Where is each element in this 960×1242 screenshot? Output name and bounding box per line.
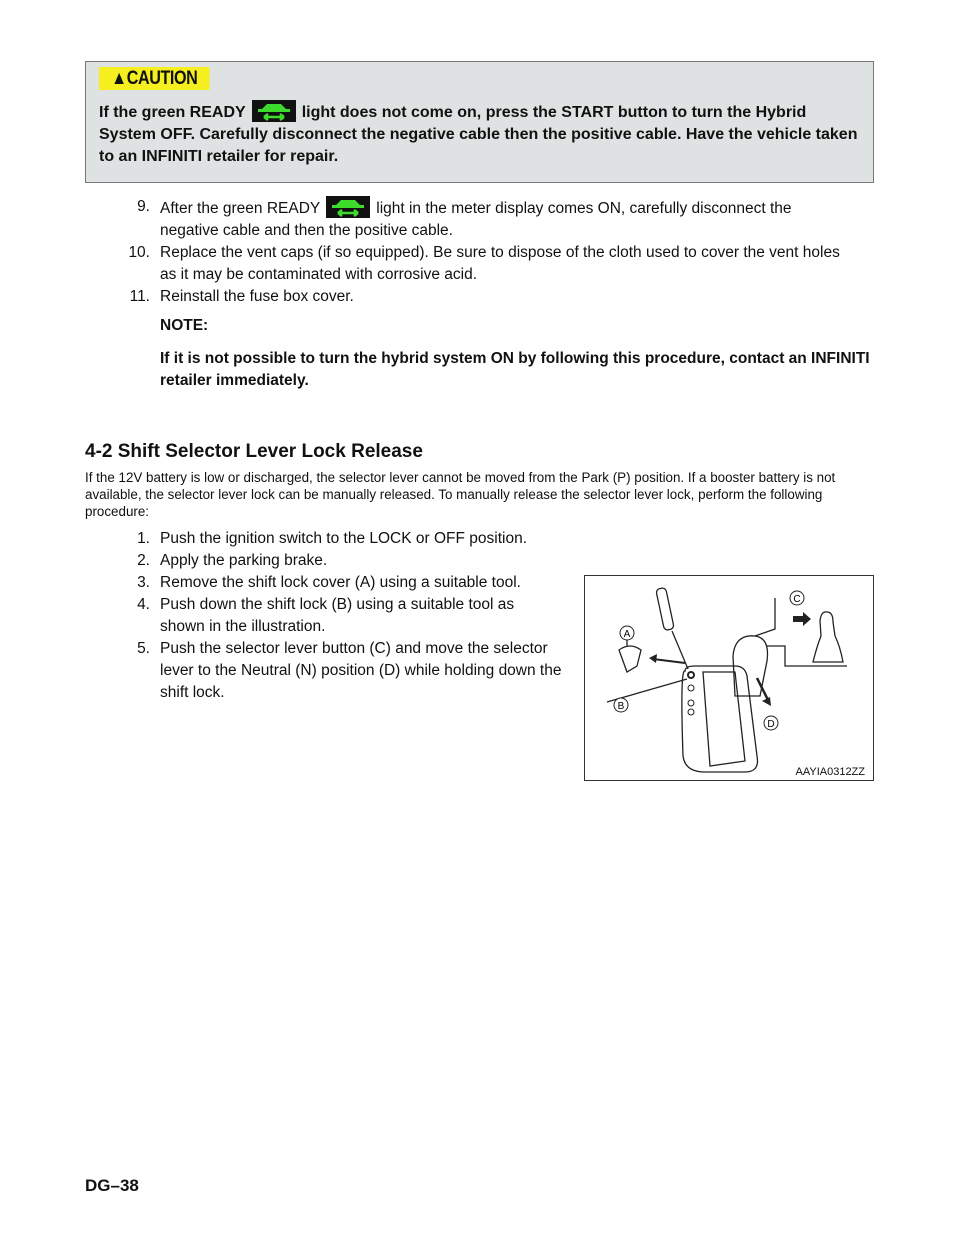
step-text: Push down the shift lock (B) using a suitable tool as shown in the illustration. [160,596,515,635]
note-text: If it is not possible to turn the hybrid system ON by following this procedure, contact an INFINITI retailer immediately. [160,350,870,389]
section-intro: If the 12V battery is low or discharged, the selector lever cannot be moved from the Park (P) position. If a booster battery is not available, the selector lever lock can be manually released. To manually release the selector lever lock, perform the following procedure: [85,470,836,519]
step-item [110,196,850,242]
steps-list-b [110,528,580,704]
step-number: 11. [129,288,150,305]
step-text: Remove the shift lock cover (A) using a suitable tool. [160,574,521,591]
step-item [110,528,580,550]
section-heading: 4-2 Shift Selector Lever Lock Release [85,441,423,462]
step-item [110,242,850,286]
step-text: After the green READY [160,200,321,217]
caution-text [99,100,859,168]
step-number: 1. [137,530,150,547]
step-text: Apply the parking brake. [160,552,328,569]
caution-label [99,67,210,90]
caution-label-text: CAUTION [126,68,198,89]
step-text: Push the ignition switch to the LOCK or OFF position. [160,530,528,547]
step-number: 2. [137,552,150,569]
callout-b: B [617,701,625,712]
callout-a: A [623,629,631,640]
step-item [110,572,580,594]
caution-box [85,61,874,183]
callout-c: C [793,594,801,605]
step-number: 9. [137,198,150,215]
callout-d: D [767,719,775,730]
step-item [110,550,580,572]
step-text: Replace the vent caps (if so equipped). Be sure to dispose of the cloth used to cover the vent holes as it may be contaminated with corrosive acid. [160,244,840,283]
steps-list-a [110,196,850,308]
step-number: 4. [137,596,150,613]
shift-lock-illustration [584,575,874,781]
step-text: Push the selector lever button (C) and move the selector lever to the Neutral (N) position (D) while holding down the shift lock. [160,640,562,701]
step-text: light in the meter display comes ON, carefully disconnect the negative cable and then the positive cable. [160,200,792,239]
caution-text-before: If the green READY [99,104,246,121]
step-number: 5. [137,640,150,657]
figure-code: AAYIA0312ZZ [795,766,865,778]
note-label: NOTE: [160,317,209,334]
step-number: 3. [137,574,150,591]
step-item [110,594,550,638]
step-text: Reinstall the fuse box cover. [160,288,354,305]
step-item [110,638,580,704]
step-item [110,286,850,308]
ready-indicator-icon [326,196,370,218]
step-number: 10. [128,244,150,261]
caution-text-after: light does not come on, press the START button to turn the Hybrid System OFF. Carefully disconnect the negative cable then the positive cable. Have the vehicle taken to an INFINITI retailer for repair. [99,104,858,165]
page-number: DG–38 [85,1176,139,1195]
warning-triangle-icon: ▲ [111,68,127,89]
shift-lever-drawing [585,576,873,780]
ready-indicator-icon [252,100,296,122]
